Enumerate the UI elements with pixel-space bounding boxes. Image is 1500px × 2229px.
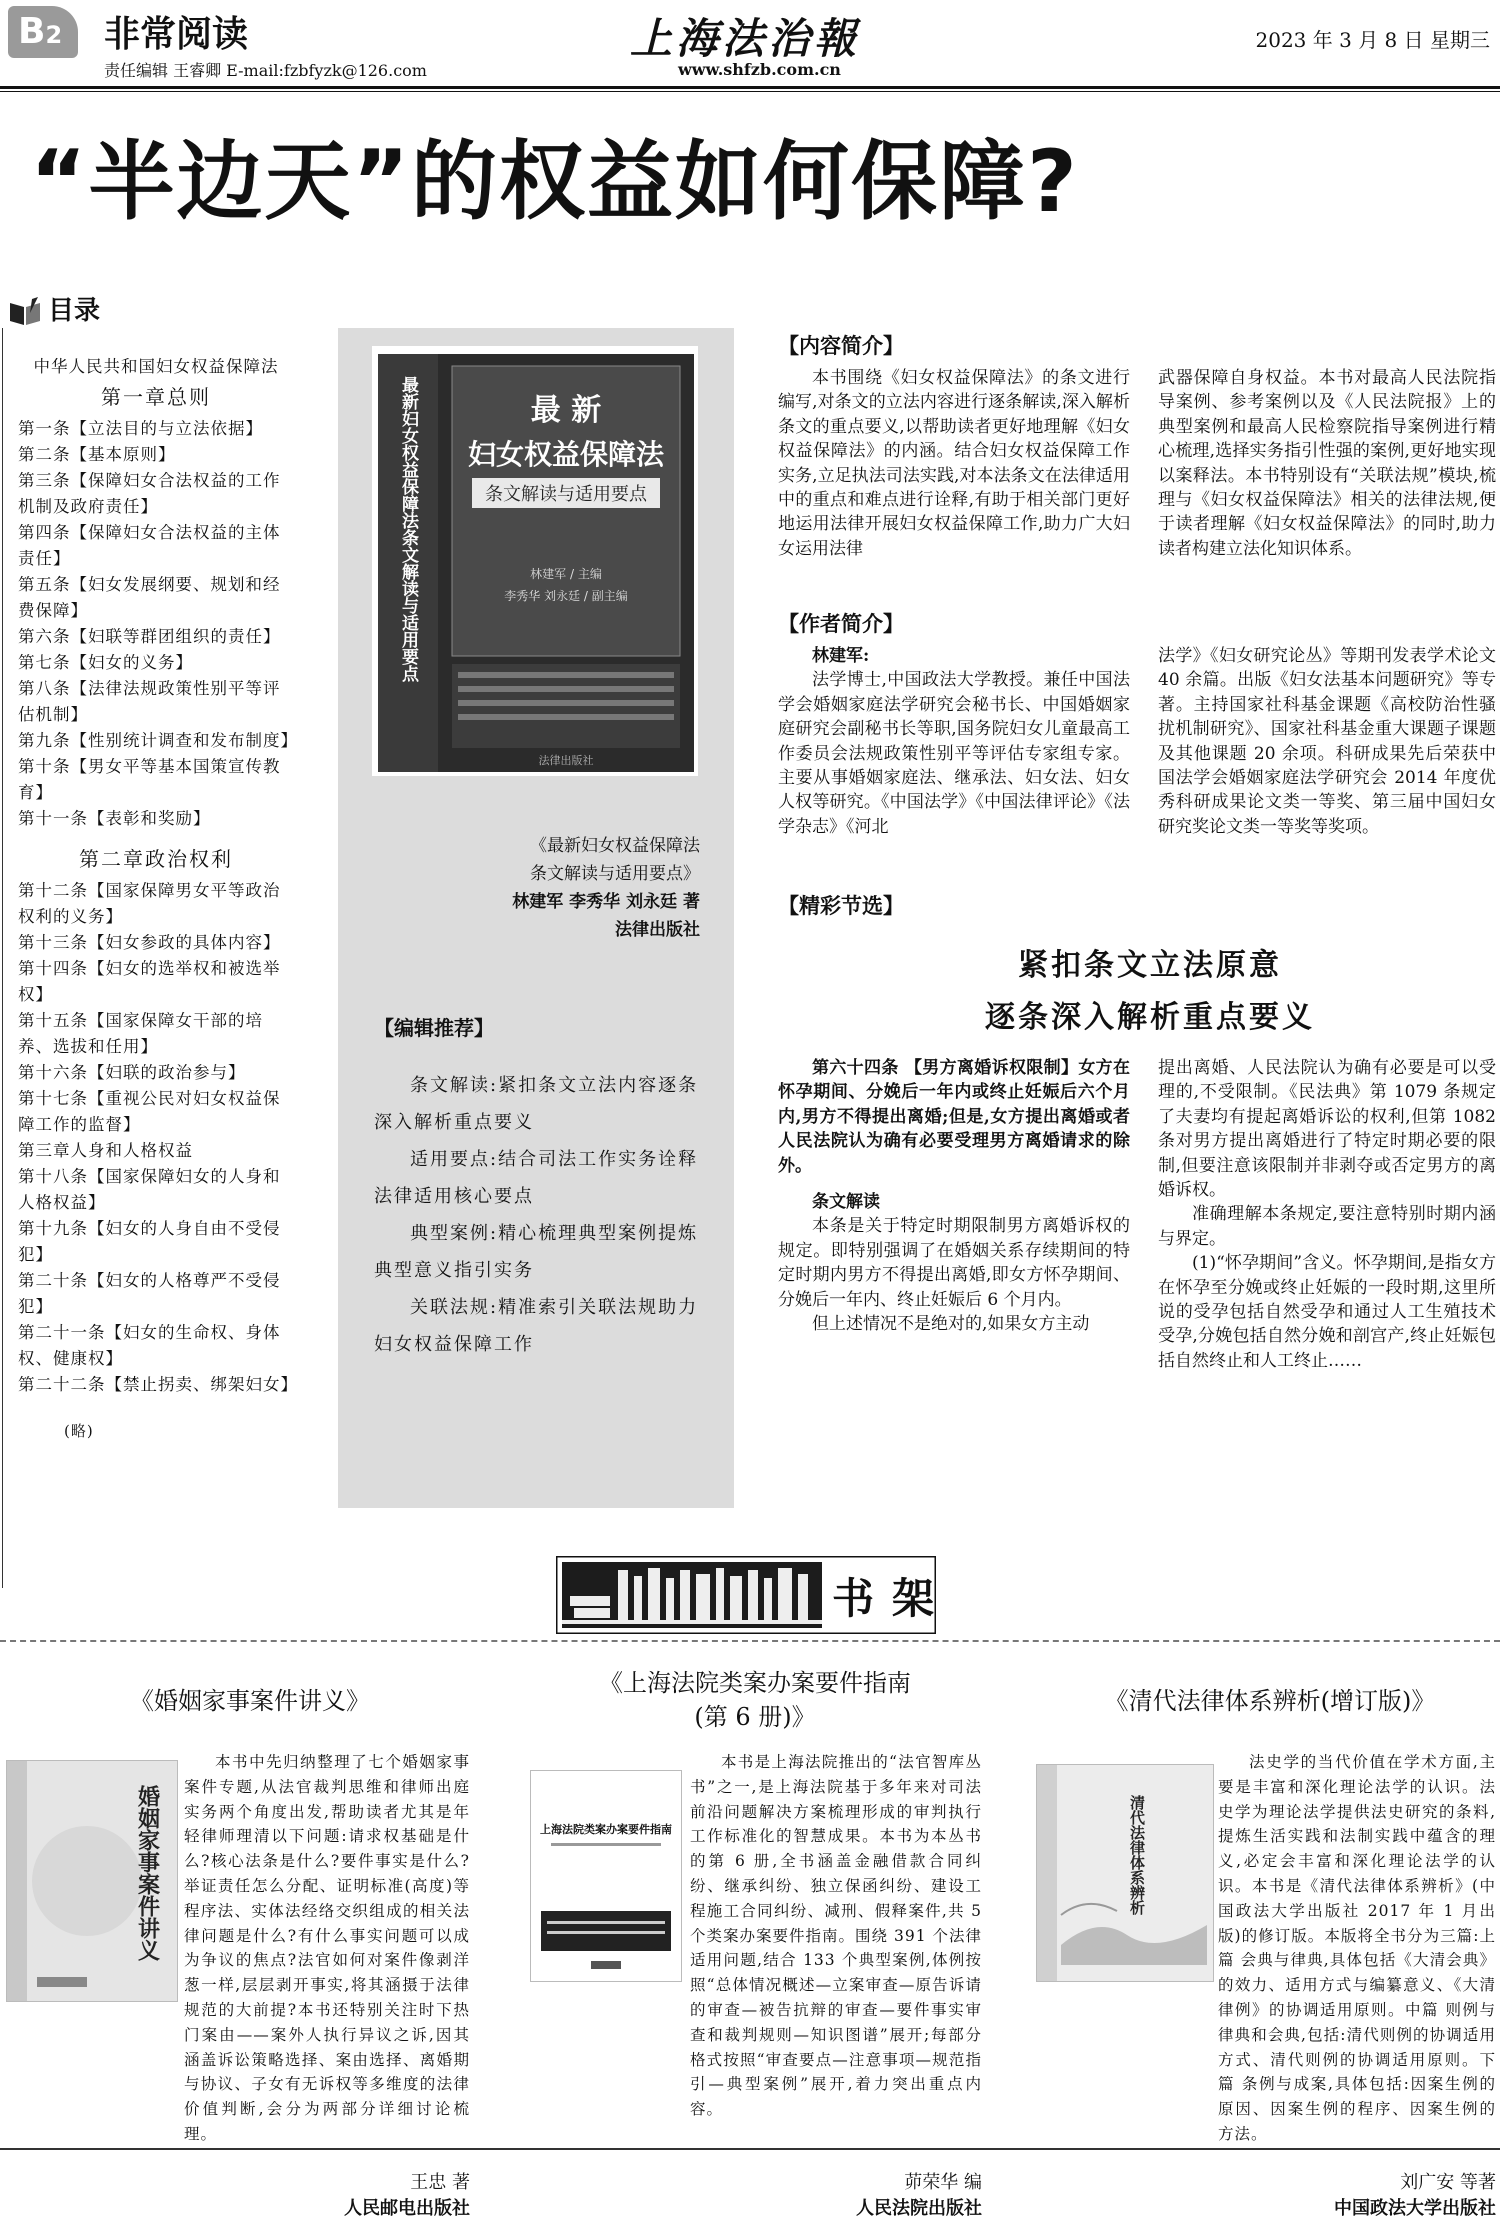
toc-article[interactable]: 第二十一条【妇女的生命权、身体权、健康权】 — [18, 1323, 281, 1368]
toc-article[interactable]: 第二十二条【禁止拐卖、绑架妇女】 — [18, 1375, 298, 1394]
caption-title-2: 条文解读与适用要点》 — [530, 864, 700, 884]
caption-title-1: 《最新妇女权益保障法 — [530, 836, 700, 856]
toc-article[interactable]: 第二条【基本原则】 — [18, 445, 176, 464]
book-2-title — [560, 1666, 950, 1734]
book-2-description — [690, 1750, 982, 2122]
editor-recommendation — [338, 1012, 734, 1363]
toc-article[interactable]: 第五条【妇女发展纲要、规划和经费保障】 — [18, 575, 281, 620]
author-bio-1: 法学博士,中国政法大学教授。兼任中国法学会婚姻家庭法学研究会秘书长、中国婚姻家庭研究会副秘书长等职,国务院妇女儿童最高工作委员会法规政策性别平等评估专家组专家。主要从事婚姻家庭法、继承法、妇女法、妇女人权等研究。《中国法学》《中国法律评论》《法学杂志》《河北 — [778, 670, 1130, 837]
excerpt-title-line-1: 紧扣条文立法原意 — [1018, 948, 1282, 983]
bottom-rule — [0, 2148, 1500, 2150]
book-2-publisher: 人民法院出版社 — [856, 2198, 982, 2219]
page-number-badge — [8, 6, 78, 58]
newspaper-url[interactable]: www.shfzb.com.cn — [678, 60, 841, 79]
toc-article[interactable]: 第九条【性别统计调查和发布制度】 — [18, 731, 298, 750]
excerpt-title-line-2: 逐条深入解析重点要义 — [985, 1000, 1315, 1035]
excerpt-text-col1 — [778, 1056, 1130, 1336]
book-3-cover-title: 清代法律体系辨析 — [1128, 1795, 1146, 1915]
book-2-title-line-2: (第 6 册)》 — [694, 1703, 816, 1731]
recommendation-item: 关联法规:精准索引关联法规助力妇女权益保障工作 — [374, 1297, 699, 1355]
excerpt-paragraph: 但上述情况不是绝对的,如果女方主动 — [812, 1314, 1090, 1335]
masthead-rule — [0, 86, 1500, 92]
book-1-cover-title: 婚姻家事案件讲义 — [134, 1785, 160, 1961]
issue-date: 2023 年 3 月 8 日 星期三 — [1255, 28, 1490, 52]
author-name: 林建军: — [812, 646, 870, 666]
excerpt-article: 第六十四条 【男方离婚诉权限制】女方在怀孕期间、分娩后一年内或终止妊娠后六个月内,男方不得提出离婚;但是,女方提出离婚或者人民法院认为确有必要受理男方离婚请求的除外。 — [778, 1058, 1130, 1176]
toc-article[interactable]: 第十一条【表彰和奖励】 — [18, 809, 211, 828]
editor-line: 责任编辑 王睿卿 E-mail:fzbfyzk@126.com — [104, 61, 427, 80]
caption-publisher: 法律出版社 — [615, 920, 700, 940]
intro-paragraph-1: 本书围绕《妇女权益保障法》的条文进行编写,对条文的立法内容进行逐条解读,深入解析条文的重点要义,以帮助读者更好地理解《妇女权益保障法》的内涵。结合妇女权益保障工作实务,立足执法司法实践,对本法条文在法律适用中的重点和难点进行诠释,有助于相关部门更好地运用法律开展妇女权益保障工作,助力广大妇女运用法律 — [778, 368, 1130, 559]
excerpt-text-col2 — [1158, 1056, 1496, 1373]
cover-publisher: 法律出版社 — [538, 754, 594, 767]
book-2-text: 本书是上海法院推出的“法官智库丛书”之一,是上海法院基于多年来对司法前沿问题解决方案梳理形成的审判执行工作标准化的智慧成果。本书为本丛书的第 6 册,全书涵盖金融借款合同纠纷、继承纠纷、独立保函纠纷、建设工程施工合同纠纷、减刑、假释案件,共 5 个类案办案要件指南。围绕 391 个法律适用问题,结合 133 个典型案例,体例按照“总体情况概述—立案审查—原告诉请的审查—被告抗辩的审查—要件事实审查和裁判规则—知识图谱”展开;每部分格式按照“审查要点—注意事项—规范指引—典型案例”展开,着力突出重点内容。 — [690, 1753, 982, 2119]
intro-paragraph-2: 武器保障自身权益。本书对最高人民法院指导案例、参考案例以及《人民法院报》上的典型案例和最高人民检察院指导案例进行精心梳理,选择实务指引性强的案例,更好地实现以案释法。本书特别设有“关联法规”模块,梳理与《妇女权益保障法》相关的法律法规,便于读者理解《妇女权益保障法》的同时,助力读者构建立法化知识体系。 — [1158, 368, 1496, 559]
toc-article[interactable]: 第一条【立法目的与立法依据】 — [18, 419, 263, 438]
book-3-description — [1218, 1750, 1496, 2147]
book-1-credit — [180, 2170, 470, 2222]
toc-law-name: 中华人民共和国妇女权益保障法 — [33, 357, 279, 376]
book-3-text: 法史学的当代价值在学术方面,主要是丰富和深化理论法学的认识。法史学为理论法学提供法史研究的条料,提炼生活实践和法制实践中蕴含的理义,必定会丰富和深化理论法学的认识。本书是《清代法律体系辨析》(中国政法大学出版社 2017 年 1 月出版)的修订版。本版将全书分为三篇:上篇 会典与律典,具体包括《大清会典》的效力、适用方式与编纂意义、《大清律例》的协调适用原则。中篇 则例与律典和会典,包括:清代则例的协调适用方式、清代则例的协调适用原则。下篇 条例与成案,具体包括:因案生例的原因、因案生例的程序、因案生例的方法。 — [1218, 1753, 1496, 2143]
intro-text-col2 — [1158, 366, 1496, 561]
cover-authors-2: 李秀华 刘永廷 / 副主编 — [504, 589, 628, 603]
section-title: 非常阅读 — [104, 14, 249, 55]
book-3-publisher: 中国政法大学出版社 — [1334, 2198, 1496, 2219]
toc-article[interactable]: 第十九条【妇女的人身自由不受侵犯】 — [18, 1219, 281, 1264]
recommendation-item: 典型案例:精心梳理典型案例提炼典型意义指引实务 — [374, 1223, 699, 1281]
book-2-cover — [530, 1770, 682, 1982]
excerpt-paragraph: 准确理解本条规定,要注意特别时期内涵与界定。 — [1158, 1204, 1496, 1249]
toc-article[interactable]: 第十二条【国家保障男女平等政治权利的义务】 — [18, 881, 281, 926]
excerpt-title — [940, 940, 1360, 1044]
bookshelf-title: 书架 — [832, 1574, 953, 1623]
recommendation-item: 适用要点:结合司法工作实务诠释法律适用核心要点 — [374, 1149, 699, 1207]
toc-chapter-2: 第二章政治权利 — [79, 847, 233, 871]
toc-article[interactable]: 第四条【保障妇女合法权益的主体责任】 — [18, 523, 281, 568]
toc-chapter-3: 第三章人身和人格权益 — [18, 1141, 193, 1160]
book-1-title: 《婚姻家事案件讲义》 — [130, 1687, 370, 1715]
toc-article[interactable]: 第六条【妇联等群团组织的责任】 — [18, 627, 281, 646]
page-headline: “半边天”的权益如何保障? — [30, 132, 1079, 232]
toc-header-label: 目录 — [48, 296, 101, 326]
excerpt-subhead: 条文解读 — [812, 1192, 880, 1213]
page-letter: B — [18, 11, 46, 52]
table-of-contents — [18, 354, 298, 1444]
book-2-title-line-1: 《上海法院类案办案要件指南 — [599, 1669, 911, 1697]
book-2-cover-title: 上海法院类案办案要件指南 — [540, 1823, 672, 1836]
excerpt-paragraph: (1)“怀孕期间”含义。怀孕期间,是指女方在怀孕至分娩或终止妊娠的一段时期,这里所说的受孕包括自然受孕和通过人工生殖技术受孕,分娩包括自然分娩和剖宫产,终止妊娠包括自然终止和人工终止…… — [1158, 1253, 1496, 1371]
cover-spine-title: 最新妇女权益保障法条文解读与适用要点 — [398, 376, 418, 682]
book-1-cover — [6, 1760, 178, 2002]
toc-article[interactable]: 第七条【妇女的义务】 — [18, 653, 193, 672]
book-3-cover — [1036, 1764, 1214, 1982]
cover-title-1: 最 新 — [530, 393, 602, 428]
book-icon — [8, 297, 42, 327]
author-text-col2 — [1158, 644, 1496, 839]
book-3-credit — [1200, 2170, 1496, 2222]
page-number: 2 — [45, 21, 63, 49]
book-1-author: 王忠 著 — [410, 2172, 470, 2193]
cover-title-3: 条文解读与适用要点 — [485, 484, 647, 505]
book-caption — [420, 832, 700, 944]
toc-article[interactable]: 第十四条【妇女的选举权和被选举权】 — [18, 959, 281, 1004]
toc-article[interactable]: 第十五条【国家保障女干部的培养、选拔和任用】 — [18, 1011, 263, 1056]
cover-title-2: 妇女权益保障法 — [467, 438, 665, 471]
newspaper-logo: 上海法治報 — [630, 14, 861, 63]
excerpt-paragraph: 本条是关于特定时期限制男方离婚诉权的规定。即特别强调了在婚姻关系存续期间的特定时期内男方不得提出离婚,即女方怀孕期间、分娩后一年内、终止妊娠后 6 个月内。 — [778, 1216, 1130, 1310]
book-2-author: 茆荣华 编 — [904, 2172, 982, 2193]
toc-article[interactable]: 第十七条【重视公民对妇女权益保障工作的监督】 — [18, 1089, 281, 1134]
book-1-publisher: 人民邮电出版社 — [344, 2198, 470, 2219]
toc-header — [8, 290, 100, 327]
author-text-col1 — [778, 644, 1130, 839]
intro-text-col1 — [778, 366, 1130, 561]
toc-article[interactable]: 第八条【法律法规政策性别平等评估机制】 — [18, 679, 281, 724]
recommendation-title: 【编辑推荐】 — [374, 1016, 494, 1040]
toc-divider — [2, 328, 3, 1588]
book-2-credit — [690, 2170, 982, 2222]
toc-article[interactable]: 第十条【男女平等基本国策宣传教育】 — [18, 757, 281, 802]
author-heading: 【作者简介】 — [778, 612, 904, 636]
recommendation-item: 条文解读:紧扣条文立法内容逐条深入解析重点要义 — [374, 1075, 699, 1133]
bookshelf-divider — [0, 1640, 1500, 1642]
author-bio-2: 法学》《妇女研究论丛》等期刊发表学术论文 40 余篇。出版《妇女法基本问题研究》等专著。主持国家社科基金课题《高校防治性骚扰机制研究》、国家社科基金重大课题子课题及其他课题 20 余项。科研成果先后荣获中国法学会婚姻家庭法学研究会 2014 年度优秀科研成果论文类一等奖、第三届中国妇女研究奖论文类一等奖等奖项。 — [1158, 646, 1496, 837]
book-1-text: 本书中先归纳整理了七个婚姻家事案件专题,从法官裁判思维和律师出庭实务两个角度出发,帮助读者尤其是年轻律师理清以下问题:请求权基础是什么?核心法条是什么?要件事实是什么?举证责任怎么分配、证明标准(高度)等程序法、实体法经络交织组成的相关法律问题是什么?有什么事实问题可以成为争议的焦点?法官如何对案件像剥洋葱一样,层层剥开事实,将其涵摄于法律规范的大前提?本书还特别关注时下热门案由——案外人执行异议之诉,因其涵盖诉讼策略选择、案由选择、离婚期与协议、子女有无诉权等多维度的法律价值判断,会分为两部分详细讨论梳理。 — [184, 1753, 470, 2143]
excerpt-paragraph: 提出离婚、人民法院认为确有必要是可以受理的,不受限制。《民法典》第 1079 条规定了夫妻均有提起离婚诉讼的权利,但第 1082 条对男方提出离婚进行了特定时期必要的限制,但要注意该限制并非剥夺或否定男方的离婚诉权。 — [1158, 1058, 1496, 1201]
caption-authors: 林建军 李秀华 刘永廷 著 — [512, 892, 700, 912]
intro-heading: 【内容简介】 — [778, 334, 904, 358]
book-1-description — [184, 1750, 470, 2147]
toc-article[interactable]: 第十六条【妇联的政治参与】 — [18, 1063, 246, 1082]
book-cover-image — [372, 346, 698, 776]
book-3-title: 《清代法律体系辨析(增订版)》 — [1104, 1687, 1436, 1715]
cover-authors: 林建军 / 主编 — [530, 567, 602, 581]
excerpt-heading: 【精彩节选】 — [778, 894, 904, 918]
toc-article[interactable]: 第十八条【国家保障妇女的人身和人格权益】 — [18, 1167, 281, 1212]
toc-article[interactable]: 第二十条【妇女的人格尊严不受侵犯】 — [18, 1271, 281, 1316]
toc-article[interactable]: 第三条【保障妇女合法权益的工作机制及政府责任】 — [18, 471, 281, 516]
book-3-author: 刘广安 等著 — [1400, 2172, 1496, 2193]
toc-omitted: (略) — [64, 1422, 94, 1440]
toc-article[interactable]: 第十三条【妇女参政的具体内容】 — [18, 933, 281, 952]
toc-chapter-1: 第一章总则 — [101, 385, 211, 409]
